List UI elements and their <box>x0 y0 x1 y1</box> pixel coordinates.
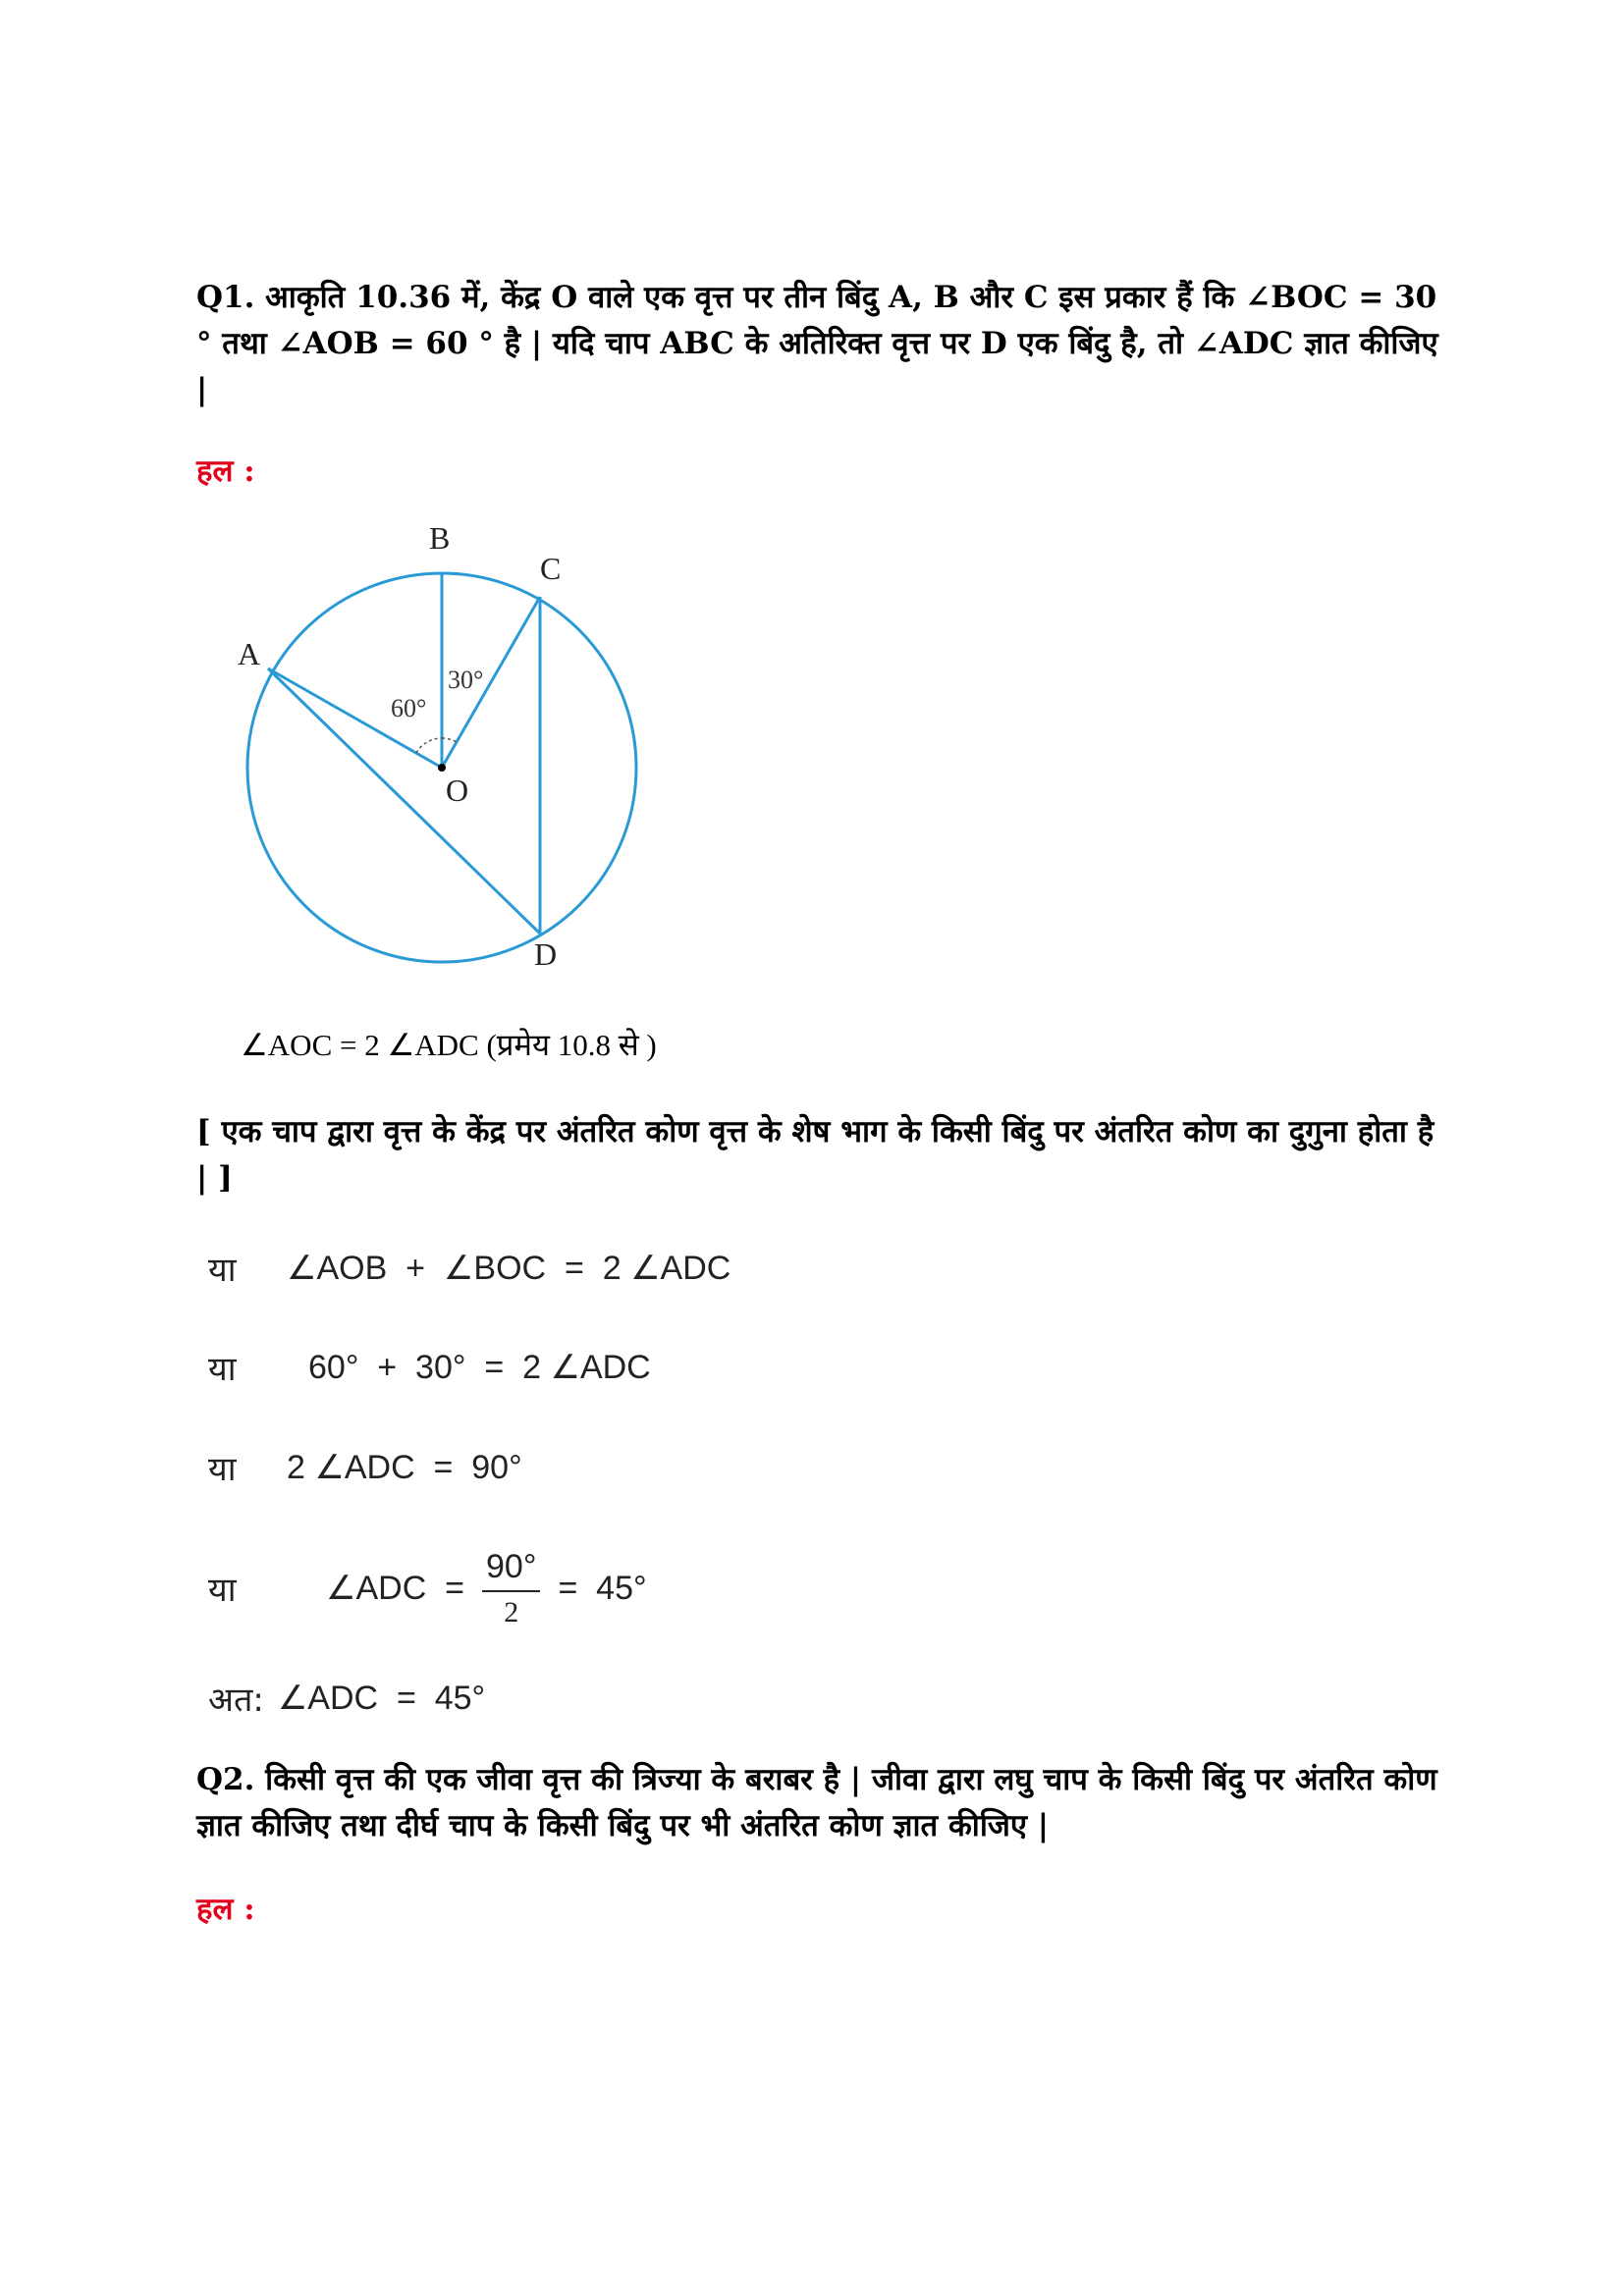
solution-label-2: हल : <box>196 1892 255 1927</box>
step-4-right: = 45° <box>558 1569 647 1607</box>
label-b: B <box>429 520 451 556</box>
ya-word: या <box>208 1350 237 1389</box>
label-d: D <box>534 936 558 972</box>
ya-word: या <box>208 1251 237 1290</box>
solution-step-4 <box>208 1539 647 1637</box>
solution-step-2 <box>208 1338 651 1397</box>
question-1-text: Q1. आकृति 10.36 में, केंद्र O वाले एक वृत्त पर तीन बिंदु A, B और C इस प्रकार हैं कि ∠BOC = 30 ° तथा ∠AOB = 60 ° है | यदि चाप ABC के अतिरिक्त वृत्त पर D एक बिंदु है, तो ∠ADC ज्ञात कीजिए | <box>196 280 1438 407</box>
ya-word: या <box>208 1571 237 1610</box>
angle-arc-aob <box>416 738 442 753</box>
conclusion-expression: ∠ADC = 45° <box>277 1680 486 1717</box>
atah-word: अत: <box>208 1681 264 1720</box>
angle-label-60: 60° <box>391 694 427 722</box>
circle-diagram <box>226 515 658 987</box>
fraction <box>482 1548 540 1629</box>
label-a: A <box>238 636 261 671</box>
fraction-numerator: 90° <box>482 1548 540 1592</box>
label-c: C <box>540 551 562 586</box>
angle-label-30: 30° <box>448 666 484 694</box>
label-o: O <box>446 773 469 808</box>
circle-figure <box>226 515 658 987</box>
theorem-line: ∠AOC = 2 ∠ADC (प्रमेय 10.8 से ) <box>241 1028 657 1062</box>
angle-arc-boc <box>442 738 457 742</box>
solution-step-1 <box>208 1239 730 1298</box>
question-2-text: Q2. किसी वृत्त की एक जीवा वृत्त की त्रिज्या के बराबर है | जीवा द्वारा लघु चाप के किसी बिंदु पर अंतरित कोण ज्ञात कीजिए तथा दीर्घ चाप के किसी बिंदु पर भी अंतरित कोण ज्ञात कीजिए | <box>196 1762 1437 1843</box>
fraction-denominator: 2 <box>504 1595 519 1629</box>
step-3-expression: 2 ∠ADC = 90° <box>287 1449 522 1486</box>
center-dot <box>438 764 446 772</box>
solution-label: हल : <box>196 454 255 489</box>
solution-step-3 <box>208 1438 522 1497</box>
solution-conclusion <box>208 1669 485 1728</box>
step-4-left: ∠ADC = <box>326 1570 465 1607</box>
theorem-note: [ एक चाप द्वारा वृत्त के केंद्र पर अंतरित कोण वृत्त के शेष भाग के किसी बिंदु पर अंतरित कोण का दुगुना होता है | ] <box>196 1114 1434 1196</box>
ya-word: या <box>208 1450 237 1489</box>
step-1-expression: ∠AOB + ∠BOC = 2 ∠ADC <box>287 1250 731 1287</box>
step-2-expression: 60° + 30° = 2 ∠ADC <box>308 1349 651 1386</box>
